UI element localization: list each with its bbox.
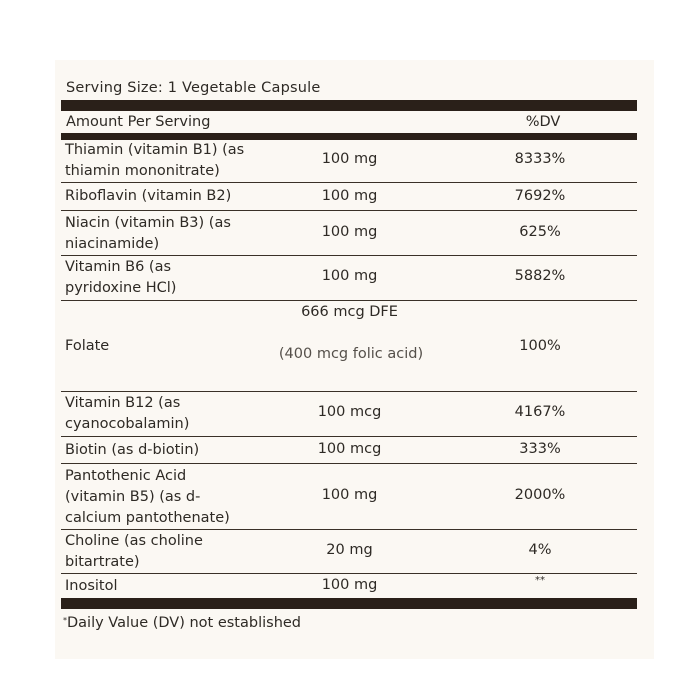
- nutrient-amount: 100 mcg: [317, 404, 382, 420]
- row-divider: [61, 300, 637, 301]
- row-divider: [61, 391, 637, 392]
- row-divider: [61, 210, 637, 211]
- nutrient-amount: 100 mg: [321, 487, 378, 503]
- nutrient-name: Vitamin B6 (as pyridoxine HCl): [65, 259, 177, 296]
- nutrient-name: Inositol: [65, 578, 118, 594]
- nutrient-name: Vitamin B12 (as cyanocobalamin): [65, 395, 190, 432]
- dv-header: %DV: [525, 114, 561, 130]
- nutrient-dv: 7692%: [514, 188, 566, 204]
- nutrient-amount: 20 mg: [326, 542, 373, 558]
- nutrient-row-thiamin: [61, 140, 637, 181]
- footnote-marker: *: [63, 616, 67, 625]
- nutrient-row-folate: [61, 302, 637, 392]
- nutrient-row-niacin: [61, 213, 637, 255]
- bottom-thick-rule: [61, 598, 637, 609]
- footnote: [63, 615, 301, 631]
- row-divider: [61, 573, 637, 574]
- nutrient-name: Folate: [65, 338, 110, 354]
- nutrient-amount: 100 mg: [321, 151, 378, 167]
- nutrient-amount: 100 mg: [321, 577, 378, 593]
- nutrient-name: Thiamin (vitamin B1) (as thiamin mononitrate): [65, 142, 245, 179]
- nutrient-name: Riboflavin (vitamin B2): [65, 188, 232, 204]
- nutrient-amount: 100 mg: [321, 224, 378, 240]
- nutrient-dv: 333%: [519, 441, 561, 457]
- nutrient-row-choline: [61, 531, 637, 573]
- header-rule: [61, 133, 637, 140]
- nutrient-row-pantothenic-acid: [61, 466, 637, 529]
- footnote-text: Daily Value (DV) not established: [67, 615, 302, 631]
- nutrient-dv: 625%: [519, 224, 561, 240]
- nutrient-amount: 100 mg: [321, 188, 378, 204]
- nutrient-dv: 5882%: [514, 268, 566, 284]
- serving-size: Serving Size: 1 Vegetable Capsule: [66, 80, 321, 96]
- nutrient-name: Niacin (vitamin B3) (as niacinamide): [65, 215, 231, 252]
- nutrient-dv: 100%: [519, 338, 561, 354]
- row-divider: [61, 255, 637, 256]
- nutrient-row-vitamin-b12: [61, 393, 637, 435]
- nutrient-name: Biotin (as d-biotin): [65, 442, 200, 458]
- row-divider: [61, 436, 637, 437]
- row-divider: [61, 463, 637, 464]
- nutrient-row-vitamin-b6: [61, 257, 637, 299]
- folate-amount-dfe: 666 mcg DFE: [301, 304, 398, 320]
- nutrient-name: Pantothenic Acid (vitamin B5) (as d- calcium pantothenate): [65, 468, 230, 526]
- folate-amount-folic-acid: (400 mcg folic acid): [278, 346, 424, 362]
- nutrient-name: Choline (as choline bitartrate): [65, 533, 203, 570]
- nutrient-dv: 2000%: [514, 487, 566, 503]
- nutrient-amount: 100 mcg: [317, 441, 382, 457]
- nutrient-dv: **: [535, 575, 545, 586]
- nutrient-amount: 100 mg: [321, 268, 378, 284]
- nutrient-dv: 8333%: [514, 151, 566, 167]
- top-thick-rule: [61, 100, 637, 111]
- row-divider: [61, 182, 637, 183]
- nutrient-dv: 4%: [528, 542, 552, 558]
- amount-per-serving-header: Amount Per Serving: [66, 114, 211, 130]
- nutrient-row-biotin: [61, 440, 637, 462]
- nutrient-dv: 4167%: [514, 404, 566, 420]
- nutrient-row-inositol: [61, 576, 637, 598]
- row-divider: [61, 529, 637, 530]
- nutrient-row-riboflavin: [61, 186, 637, 208]
